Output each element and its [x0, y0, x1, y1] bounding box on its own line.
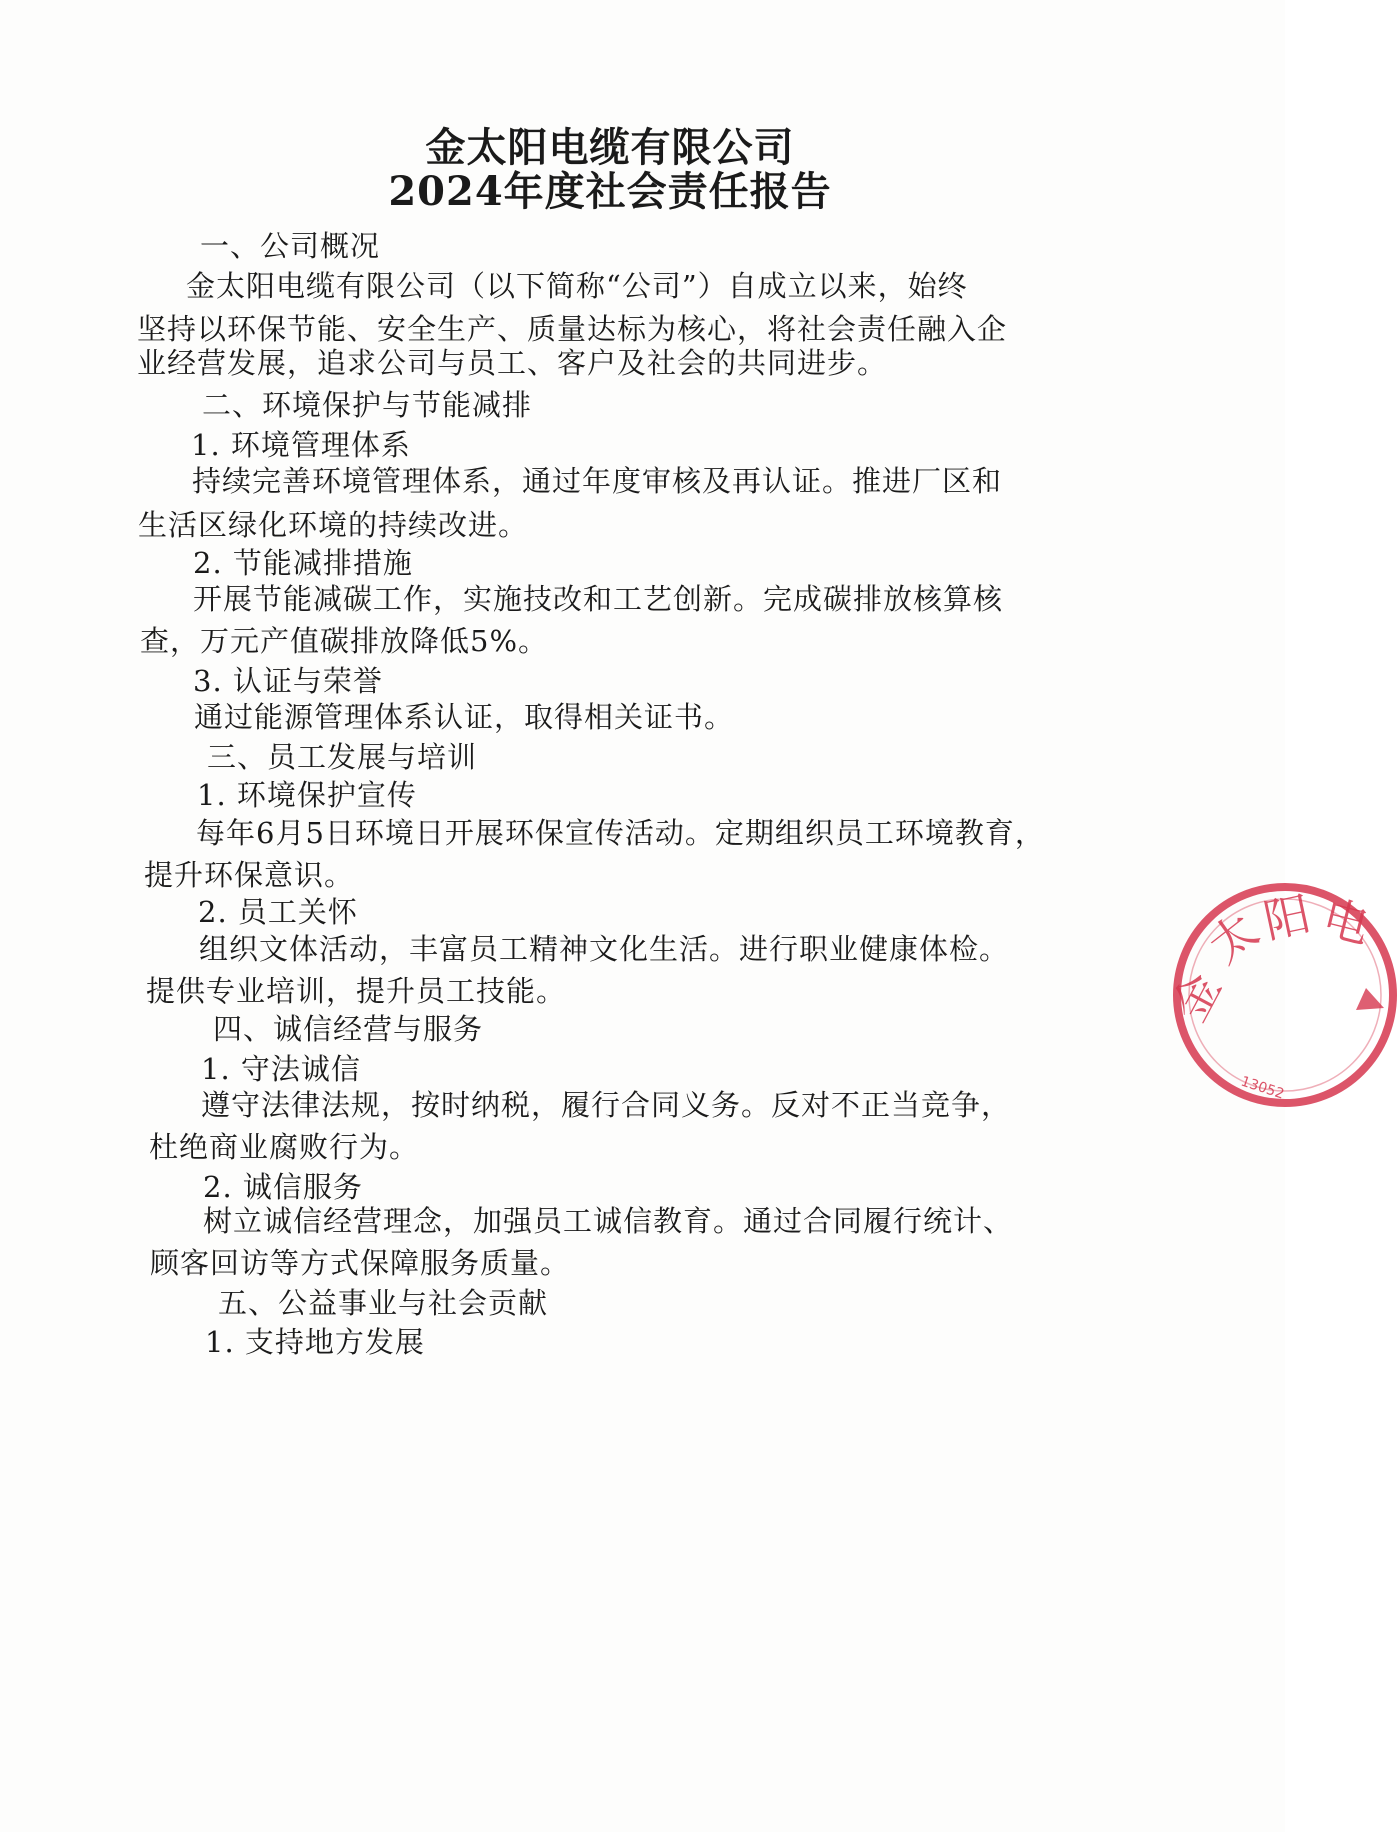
svg-text:太: 太: [1198, 902, 1269, 974]
paragraph-line: 查，万元产值碳排放降低5%。: [140, 624, 549, 658]
subsection-heading: 2. 员工关怀: [198, 895, 358, 929]
paragraph-line: 通过能源管理体系认证，取得相关证书。: [194, 700, 735, 734]
svg-text:电: 电: [1317, 890, 1376, 954]
paragraph-line: 提升环保意识。: [144, 858, 355, 892]
paragraph-line: 业经营发展，追求公司与员工、客户及社会的共同进步。: [137, 346, 888, 380]
section-heading-integrity: 四、诚信经营与服务: [213, 1012, 484, 1046]
paragraph-line: 组织文体活动，丰富员工精神文化生活。进行职业健康体检。: [199, 932, 1010, 966]
svg-text:金: 金: [1162, 964, 1232, 1031]
subsection-heading: 1. 守法诚信: [201, 1052, 361, 1086]
paragraph-line: 遵守法律法规，按时纳税，履行合同义务。反对不正当竞争，: [201, 1088, 1012, 1122]
paragraph-line: 金太阳电缆有限公司（以下简称“公司”）自成立以来，始终: [186, 269, 968, 303]
svg-text:13052: 13052: [1238, 1073, 1287, 1103]
paragraph-line: 坚持以环保节能、安全生产、质量达标为核心，将社会责任融入企: [137, 312, 1008, 346]
paragraph-line: 持续完善环境管理体系，通过年度审核及再认证。推进厂区和: [192, 464, 1003, 498]
subsection-heading: 1. 支持地方发展: [205, 1325, 425, 1359]
subsection-heading: 2. 诚信服务: [203, 1170, 363, 1204]
paragraph-line: 开展节能减碳工作，实施技改和工艺创新。完成碳排放核算核: [193, 582, 1004, 616]
svg-text:阳: 阳: [1259, 886, 1316, 949]
company-seal-stamp: [1162, 880, 1400, 1110]
section-heading-environment: 二、环境保护与节能减排: [202, 388, 533, 422]
subsection-heading: 3. 认证与荣誉: [193, 664, 383, 698]
subsection-heading: 2. 节能减排措施: [193, 546, 413, 580]
section-heading-overview: 一、公司概况: [200, 229, 381, 263]
paragraph-line: 提供专业培训，提升员工技能。: [146, 974, 567, 1008]
paragraph-line: 树立诚信经营理念，加强员工诚信教育。通过合同履行统计、: [203, 1204, 1014, 1238]
paragraph-line: 每年6月5日环境日开展环保宣传活动。定期组织员工环境教育，: [196, 816, 1045, 850]
subsection-heading: 1. 环境保护宣传: [197, 778, 417, 812]
document-subtitle: 2024年度社会责任报告: [388, 168, 832, 215]
subsection-heading: 1. 环境管理体系: [191, 428, 411, 462]
section-heading-public-welfare: 五、公益事业与社会贡献: [218, 1286, 549, 1320]
paragraph-line: 杜绝商业腐败行为。: [149, 1130, 420, 1164]
section-heading-staff: 三、员工发展与培训: [207, 740, 478, 774]
document-title: 金太阳电缆有限公司: [425, 124, 795, 171]
paragraph-line: 生活区绿化环境的持续改进。: [138, 508, 529, 542]
paragraph-line: 顾客回访等方式保障服务质量。: [150, 1246, 571, 1280]
